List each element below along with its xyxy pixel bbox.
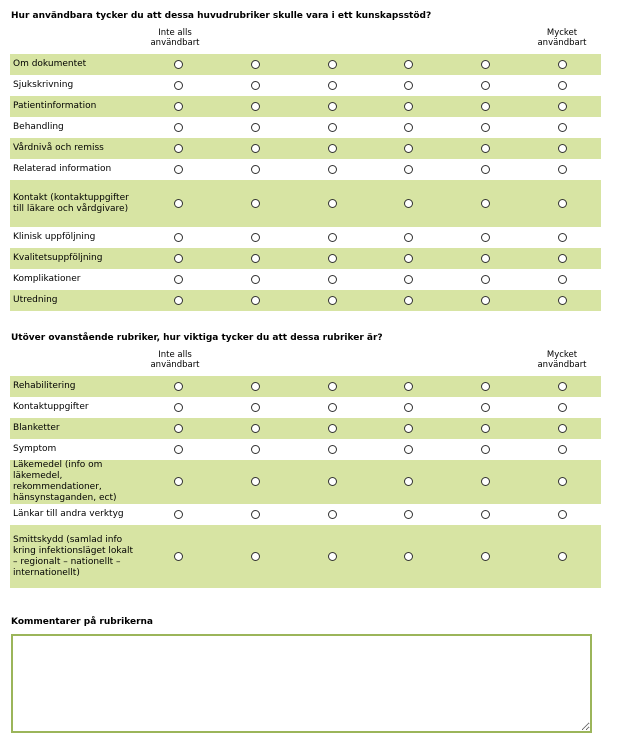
rating-radio-6[interactable] bbox=[558, 254, 567, 263]
rating-option-cell bbox=[294, 75, 371, 96]
rating-option-cell bbox=[447, 376, 524, 397]
comments-label: Kommentarer på rubrikerna bbox=[11, 617, 153, 627]
rating-radio-3[interactable] bbox=[328, 510, 337, 519]
rating-radio-2[interactable] bbox=[251, 275, 260, 284]
rating-radio-4[interactable] bbox=[404, 477, 413, 486]
rating-option-cell bbox=[447, 397, 524, 418]
rating-option-cell bbox=[524, 376, 601, 397]
rating-option-cell bbox=[140, 460, 217, 504]
rating-radio-5[interactable] bbox=[481, 199, 490, 208]
rating-radio-6[interactable] bbox=[558, 123, 567, 132]
rating-radio-3[interactable] bbox=[328, 445, 337, 454]
rating-option-cell bbox=[370, 117, 447, 138]
rating-radio-1[interactable] bbox=[174, 424, 183, 433]
rating-radio-5[interactable] bbox=[481, 296, 490, 305]
rating-radio-5[interactable] bbox=[481, 123, 490, 132]
rating-radio-6[interactable] bbox=[558, 81, 567, 90]
rating-option-cell bbox=[140, 397, 217, 418]
rating-radio-4[interactable] bbox=[404, 144, 413, 153]
rating-radio-3[interactable] bbox=[328, 477, 337, 486]
rating-option-cell bbox=[524, 159, 601, 180]
rating-radio-4[interactable] bbox=[404, 275, 413, 284]
rating-radio-4[interactable] bbox=[404, 165, 413, 174]
row-label: Symptom bbox=[13, 444, 57, 454]
rating-option-cell bbox=[524, 180, 601, 227]
rating-option-cell bbox=[447, 227, 524, 248]
rating-option-cell bbox=[294, 269, 371, 290]
row-label: Kontakt (kontaktuppgifter till läkare och vårdgivare) bbox=[10, 180, 140, 227]
rating-option-cell bbox=[447, 248, 524, 269]
row-label: Läkemedel (info om läkemedel, rekommendationer, hänsynstaganden, ect) bbox=[10, 460, 140, 504]
rating-option-cell bbox=[447, 159, 524, 180]
rating-option-cell bbox=[140, 117, 217, 138]
rating-option-cell bbox=[140, 439, 217, 460]
rating-option-cell bbox=[524, 269, 601, 290]
rating-radio-6[interactable] bbox=[558, 552, 567, 561]
question-1-heading: Hur användbara tycker du att dessa huvudrubriker skulle vara i ett kunskapsstöd? bbox=[11, 11, 432, 21]
rating-radio-3[interactable] bbox=[328, 552, 337, 561]
rating-radio-1[interactable] bbox=[174, 102, 183, 111]
rating-option-cell bbox=[294, 439, 371, 460]
rating-option-cell bbox=[294, 525, 371, 588]
rating-radio-1[interactable] bbox=[174, 275, 183, 284]
rating-radio-4[interactable] bbox=[404, 60, 413, 69]
rating-radio-2[interactable] bbox=[251, 552, 260, 561]
rating-radio-2[interactable] bbox=[251, 424, 260, 433]
rating-option-cell bbox=[294, 290, 371, 311]
rating-radio-4[interactable] bbox=[404, 102, 413, 111]
rating-radio-1[interactable] bbox=[174, 233, 183, 242]
rating-option-cell bbox=[217, 525, 294, 588]
rating-option-cell bbox=[217, 138, 294, 159]
rating-radio-1[interactable] bbox=[174, 81, 183, 90]
rating-grid-1-row bbox=[10, 159, 601, 180]
scale-high-label-1: Mycket användbart bbox=[537, 28, 587, 48]
rating-option-cell bbox=[217, 75, 294, 96]
row-label: Relaterad information bbox=[13, 164, 112, 174]
rating-radio-2[interactable] bbox=[251, 382, 260, 391]
rating-option-cell bbox=[524, 397, 601, 418]
rating-option-cell bbox=[370, 180, 447, 227]
rating-grid-2-row bbox=[10, 397, 601, 418]
rating-option-cell bbox=[217, 290, 294, 311]
rating-option-cell bbox=[447, 418, 524, 439]
rating-radio-5[interactable] bbox=[481, 165, 490, 174]
rating-option-cell bbox=[447, 96, 524, 117]
rating-grid-2-row bbox=[10, 504, 601, 525]
rating-option-cell bbox=[140, 227, 217, 248]
rating-radio-2[interactable] bbox=[251, 445, 260, 454]
row-label: Kontaktuppgifter bbox=[13, 402, 89, 412]
row-label: Rehabilitering bbox=[10, 376, 140, 397]
rating-grid-2-row bbox=[10, 460, 601, 504]
rating-radio-3[interactable] bbox=[328, 102, 337, 111]
rating-radio-1[interactable] bbox=[174, 144, 183, 153]
rating-grid-1-row bbox=[10, 227, 601, 248]
rating-radio-5[interactable] bbox=[481, 477, 490, 486]
scale-low-label-2: Inte alls användbart bbox=[150, 350, 200, 370]
rating-radio-6[interactable] bbox=[558, 510, 567, 519]
rating-grid-2-body bbox=[10, 376, 601, 588]
rating-radio-2[interactable] bbox=[251, 477, 260, 486]
rating-grid-1-row bbox=[10, 117, 601, 138]
rating-radio-4[interactable] bbox=[404, 296, 413, 305]
rating-radio-5[interactable] bbox=[481, 144, 490, 153]
rating-option-cell bbox=[447, 525, 524, 588]
rating-option-cell bbox=[217, 248, 294, 269]
rating-radio-6[interactable] bbox=[558, 102, 567, 111]
rating-grid-1-row bbox=[10, 75, 601, 96]
rating-option-cell bbox=[140, 159, 217, 180]
rating-radio-5[interactable] bbox=[481, 275, 490, 284]
rating-option-cell bbox=[447, 138, 524, 159]
rating-option-cell bbox=[217, 397, 294, 418]
row-label: Utredning bbox=[10, 290, 140, 311]
rating-option-cell bbox=[217, 117, 294, 138]
rating-radio-1[interactable] bbox=[174, 296, 183, 305]
rating-grid-1-body bbox=[10, 54, 601, 311]
rating-radio-1[interactable] bbox=[174, 123, 183, 132]
rating-radio-1[interactable] bbox=[174, 477, 183, 486]
row-label: Komplikationer bbox=[13, 274, 81, 284]
rating-radio-6[interactable] bbox=[558, 199, 567, 208]
rating-option-cell bbox=[294, 96, 371, 117]
rating-grid-1-row bbox=[10, 54, 601, 75]
rating-grid-2-row bbox=[10, 376, 601, 397]
rating-option-cell bbox=[294, 138, 371, 159]
rating-radio-3[interactable] bbox=[328, 424, 337, 433]
rating-option-cell bbox=[524, 290, 601, 311]
rating-option-cell bbox=[447, 117, 524, 138]
rating-option-cell bbox=[370, 54, 447, 75]
rating-radio-1[interactable] bbox=[174, 254, 183, 263]
rating-radio-6[interactable] bbox=[558, 144, 567, 153]
rating-option-cell bbox=[370, 138, 447, 159]
rating-option-cell bbox=[140, 96, 217, 117]
rating-option-cell bbox=[524, 439, 601, 460]
rating-grid-1-row bbox=[10, 138, 601, 159]
rating-option-cell bbox=[140, 418, 217, 439]
rating-grid-1-row bbox=[10, 96, 601, 117]
rating-radio-6[interactable] bbox=[558, 445, 567, 454]
rating-option-cell bbox=[524, 460, 601, 504]
rating-radio-2[interactable] bbox=[251, 296, 260, 305]
rating-radio-3[interactable] bbox=[328, 403, 337, 412]
rating-radio-3[interactable] bbox=[328, 382, 337, 391]
rating-radio-3[interactable] bbox=[328, 60, 337, 69]
rating-option-cell bbox=[524, 117, 601, 138]
rating-radio-2[interactable] bbox=[251, 403, 260, 412]
rating-grid-1 bbox=[10, 54, 601, 311]
rating-option-cell bbox=[140, 138, 217, 159]
rating-option-cell bbox=[217, 504, 294, 525]
rating-grid-2-row bbox=[10, 525, 601, 588]
rating-option-cell bbox=[294, 248, 371, 269]
rating-radio-2[interactable] bbox=[251, 144, 260, 153]
rating-option-cell bbox=[447, 460, 524, 504]
rating-option-cell bbox=[217, 418, 294, 439]
rating-radio-3[interactable] bbox=[328, 254, 337, 263]
rating-option-cell bbox=[447, 75, 524, 96]
rating-option-cell bbox=[294, 418, 371, 439]
rating-radio-4[interactable] bbox=[404, 510, 413, 519]
rating-radio-6[interactable] bbox=[558, 296, 567, 305]
rating-grid-2-row bbox=[10, 439, 601, 460]
rating-option-cell bbox=[524, 138, 601, 159]
rating-radio-2[interactable] bbox=[251, 510, 260, 519]
rating-radio-6[interactable] bbox=[558, 403, 567, 412]
rating-radio-3[interactable] bbox=[328, 123, 337, 132]
rating-radio-3[interactable] bbox=[328, 165, 337, 174]
rating-option-cell bbox=[217, 269, 294, 290]
rating-option-cell bbox=[217, 54, 294, 75]
rating-radio-6[interactable] bbox=[558, 165, 567, 174]
rating-radio-5[interactable] bbox=[481, 233, 490, 242]
rating-option-cell bbox=[294, 54, 371, 75]
rating-radio-5[interactable] bbox=[481, 424, 490, 433]
rating-radio-6[interactable] bbox=[558, 382, 567, 391]
rating-radio-6[interactable] bbox=[558, 424, 567, 433]
row-label: Kvalitetsuppföljning bbox=[10, 248, 140, 269]
rating-radio-4[interactable] bbox=[404, 123, 413, 132]
rating-option-cell bbox=[217, 376, 294, 397]
rating-radio-2[interactable] bbox=[251, 233, 260, 242]
rating-radio-5[interactable] bbox=[481, 403, 490, 412]
rating-radio-1[interactable] bbox=[174, 403, 183, 412]
rating-option-cell bbox=[524, 227, 601, 248]
rating-option-cell bbox=[524, 75, 601, 96]
rating-grid-1-row bbox=[10, 180, 601, 227]
rating-radio-2[interactable] bbox=[251, 102, 260, 111]
rating-option-cell bbox=[447, 504, 524, 525]
rating-option-cell bbox=[140, 180, 217, 227]
rating-option-cell bbox=[140, 54, 217, 75]
rating-grid-1-row bbox=[10, 269, 601, 290]
rating-radio-4[interactable] bbox=[404, 382, 413, 391]
rating-radio-6[interactable] bbox=[558, 477, 567, 486]
rating-radio-3[interactable] bbox=[328, 233, 337, 242]
rating-option-cell bbox=[140, 525, 217, 588]
row-label: Patientinformation bbox=[10, 96, 140, 117]
rating-radio-1[interactable] bbox=[174, 165, 183, 174]
rating-option-cell bbox=[447, 439, 524, 460]
rating-option-cell bbox=[217, 439, 294, 460]
rating-radio-4[interactable] bbox=[404, 254, 413, 263]
rating-radio-1[interactable] bbox=[174, 382, 183, 391]
rating-option-cell bbox=[370, 269, 447, 290]
rating-option-cell bbox=[370, 460, 447, 504]
rating-radio-1[interactable] bbox=[174, 60, 183, 69]
rating-radio-5[interactable] bbox=[481, 510, 490, 519]
rating-radio-1[interactable] bbox=[174, 552, 183, 561]
rating-option-cell bbox=[524, 525, 601, 588]
row-label: Klinisk uppföljning bbox=[13, 232, 96, 242]
rating-radio-5[interactable] bbox=[481, 81, 490, 90]
rating-option-cell bbox=[294, 117, 371, 138]
row-label: Länkar till andra verktyg bbox=[13, 509, 124, 519]
rating-option-cell bbox=[217, 180, 294, 227]
rating-option-cell bbox=[447, 54, 524, 75]
rating-radio-6[interactable] bbox=[558, 60, 567, 69]
rating-option-cell bbox=[217, 159, 294, 180]
rating-option-cell bbox=[370, 397, 447, 418]
row-label: Sjukskrivning bbox=[13, 80, 74, 90]
rating-grid-2-row bbox=[10, 418, 601, 439]
rating-option-cell bbox=[294, 227, 371, 248]
rating-option-cell bbox=[370, 376, 447, 397]
rating-radio-4[interactable] bbox=[404, 403, 413, 412]
rating-radio-2[interactable] bbox=[251, 123, 260, 132]
rating-option-cell bbox=[524, 504, 601, 525]
rating-radio-4[interactable] bbox=[404, 445, 413, 454]
row-label: Behandling bbox=[13, 122, 64, 132]
rating-option-cell bbox=[370, 439, 447, 460]
rating-option-cell bbox=[370, 248, 447, 269]
rating-radio-1[interactable] bbox=[174, 445, 183, 454]
rating-grid-1-row bbox=[10, 248, 601, 269]
rating-option-cell bbox=[370, 418, 447, 439]
rating-option-cell bbox=[370, 96, 447, 117]
rating-radio-5[interactable] bbox=[481, 382, 490, 391]
rating-radio-4[interactable] bbox=[404, 552, 413, 561]
rating-option-cell bbox=[447, 269, 524, 290]
rating-option-cell bbox=[447, 180, 524, 227]
rating-radio-4[interactable] bbox=[404, 233, 413, 242]
rating-option-cell bbox=[447, 290, 524, 311]
rating-option-cell bbox=[294, 504, 371, 525]
rating-option-cell bbox=[140, 376, 217, 397]
rating-option-cell bbox=[370, 227, 447, 248]
rating-radio-2[interactable] bbox=[251, 60, 260, 69]
scale-high-label-2: Mycket användbart bbox=[537, 350, 587, 370]
rating-radio-3[interactable] bbox=[328, 199, 337, 208]
rating-radio-6[interactable] bbox=[558, 233, 567, 242]
rating-option-cell bbox=[524, 418, 601, 439]
row-label: Smittskydd (samlad info kring infektionsläget lokalt – regionalt – nationellt – internationellt) bbox=[10, 525, 140, 588]
rating-option-cell bbox=[294, 376, 371, 397]
rating-radio-2[interactable] bbox=[251, 81, 260, 90]
rating-option-cell bbox=[140, 248, 217, 269]
rating-option-cell bbox=[370, 504, 447, 525]
rating-option-cell bbox=[370, 290, 447, 311]
rating-radio-4[interactable] bbox=[404, 424, 413, 433]
rating-radio-6[interactable] bbox=[558, 275, 567, 284]
rating-option-cell bbox=[217, 227, 294, 248]
rating-option-cell bbox=[294, 397, 371, 418]
rating-option-cell bbox=[524, 54, 601, 75]
rating-radio-1[interactable] bbox=[174, 199, 183, 208]
rating-radio-1[interactable] bbox=[174, 510, 183, 519]
rating-option-cell bbox=[140, 269, 217, 290]
rating-option-cell bbox=[370, 525, 447, 588]
rating-radio-4[interactable] bbox=[404, 199, 413, 208]
rating-option-cell bbox=[217, 460, 294, 504]
rating-radio-2[interactable] bbox=[251, 199, 260, 208]
rating-radio-4[interactable] bbox=[404, 81, 413, 90]
rating-radio-2[interactable] bbox=[251, 165, 260, 174]
rating-radio-5[interactable] bbox=[481, 552, 490, 561]
question-2-heading: Utöver ovanstående rubriker, hur viktiga tycker du att dessa rubriker är? bbox=[11, 333, 383, 343]
rating-radio-3[interactable] bbox=[328, 144, 337, 153]
rating-option-cell bbox=[294, 460, 371, 504]
rating-grid-1-row bbox=[10, 290, 601, 311]
rating-option-cell bbox=[140, 75, 217, 96]
rating-option-cell bbox=[370, 75, 447, 96]
rating-option-cell bbox=[217, 96, 294, 117]
rating-option-cell bbox=[524, 248, 601, 269]
rating-radio-5[interactable] bbox=[481, 102, 490, 111]
rating-radio-3[interactable] bbox=[328, 81, 337, 90]
rating-option-cell bbox=[370, 159, 447, 180]
rating-radio-3[interactable] bbox=[328, 275, 337, 284]
comments-textarea[interactable] bbox=[11, 634, 592, 733]
rating-option-cell bbox=[294, 180, 371, 227]
scale-low-label-1: Inte alls användbart bbox=[150, 28, 200, 48]
rating-option-cell bbox=[294, 159, 371, 180]
rating-radio-2[interactable] bbox=[251, 254, 260, 263]
row-label: Vårdnivå och remiss bbox=[10, 138, 140, 159]
rating-option-cell bbox=[140, 504, 217, 525]
row-label: Om dokumentet bbox=[10, 54, 140, 75]
rating-grid-2 bbox=[10, 376, 601, 588]
rating-radio-5[interactable] bbox=[481, 445, 490, 454]
rating-option-cell bbox=[524, 96, 601, 117]
rating-radio-5[interactable] bbox=[481, 60, 490, 69]
rating-radio-3[interactable] bbox=[328, 296, 337, 305]
rating-option-cell bbox=[140, 290, 217, 311]
rating-radio-5[interactable] bbox=[481, 254, 490, 263]
row-label: Blanketter bbox=[10, 418, 140, 439]
